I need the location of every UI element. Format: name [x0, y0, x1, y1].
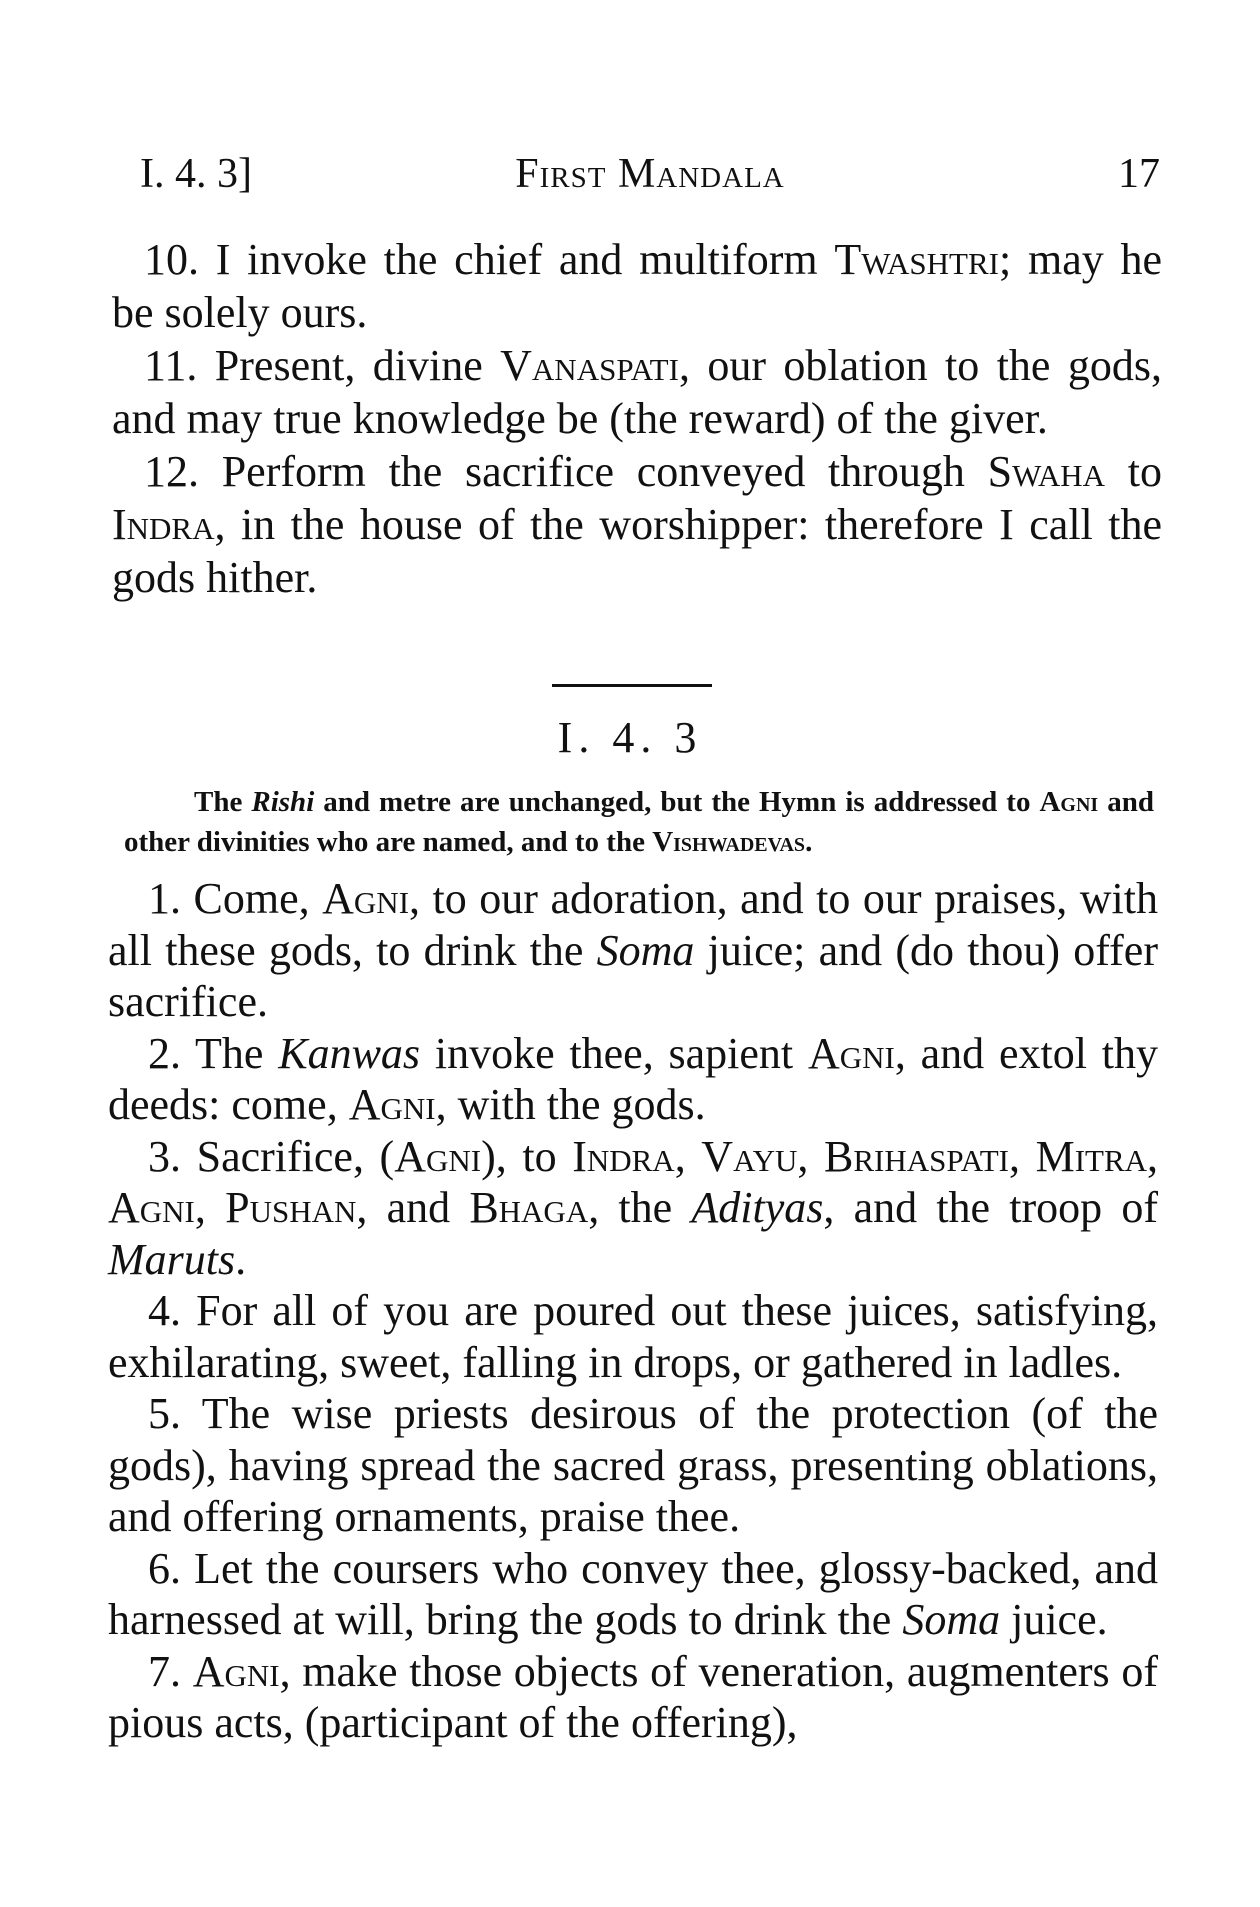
- verse: [112, 445, 1162, 604]
- verse-text: , in the house of the worshipper: therefore I call the gods hither.: [112, 500, 1162, 602]
- verse-number: 11.: [144, 341, 198, 390]
- verse-number: 5.: [148, 1389, 181, 1438]
- verse-text: Sacrifice, (: [196, 1131, 395, 1181]
- verse: [112, 339, 1162, 445]
- divine-name: Swaha: [987, 447, 1106, 496]
- verse-number: 4.: [148, 1286, 181, 1335]
- divine-name: Agni: [348, 1080, 436, 1129]
- verse-text: , make those objects of veneration, augmenters of pious acts, (participant of the offering),: [108, 1646, 1159, 1747]
- verse: [112, 233, 1162, 339]
- verse-text: , and: [356, 1183, 470, 1232]
- verse-text: , with the gods.: [435, 1080, 706, 1129]
- hymn-verses: [108, 873, 1158, 1749]
- divine-name: Vishwadevas: [652, 826, 806, 858]
- verse-text: ,: [797, 1131, 824, 1181]
- verse-text: ,: [1147, 1131, 1159, 1181]
- divine-name: Pushan: [225, 1183, 357, 1232]
- verse-number: 6.: [148, 1543, 181, 1593]
- section-heading: I. 4. 3: [557, 713, 703, 762]
- verse-text: .: [805, 826, 813, 858]
- italic-term: Maruts: [108, 1234, 236, 1284]
- verse: [108, 1543, 1158, 1646]
- italic-term: Soma: [902, 1595, 1001, 1644]
- divine-name: Vanaspati: [500, 341, 679, 390]
- verse-number: 10.: [144, 235, 199, 284]
- verse-text: ; may he be solely ours.: [112, 235, 1163, 337]
- divine-name: Agni: [192, 1646, 280, 1696]
- divine-name: Twashtri: [834, 235, 999, 284]
- verse: [108, 1388, 1158, 1543]
- verse-text: invoke thee, sapient: [420, 1028, 808, 1078]
- verse-text: , to our adoration, and to our praises, with all these gods, to drink the: [108, 874, 1158, 975]
- verse-number: 1.: [148, 874, 181, 923]
- verse-text: ,: [674, 1131, 702, 1181]
- verse-text: juice.: [1000, 1595, 1108, 1644]
- verse: [108, 1131, 1158, 1286]
- verse-text: For all of you are poured out these juices, satisfying, exhilarating, sweet, falling in drops, or gathered in ladles.: [108, 1286, 1159, 1387]
- running-header: [140, 150, 1160, 210]
- verse-text: , and the troop of: [823, 1183, 1159, 1232]
- verse-number: 3.: [148, 1131, 181, 1181]
- verse: [108, 1285, 1158, 1388]
- introduction-text: [124, 782, 1154, 862]
- verse-text: , our oblation to the gods, and may true knowledge be (the reward) of the giver.: [112, 341, 1162, 443]
- verse-text: Present, divine: [214, 341, 501, 390]
- verses-continued: [112, 233, 1162, 604]
- verse-number: 2.: [148, 1028, 181, 1078]
- verse-text: and other divinities who are named, and to the: [124, 786, 1154, 858]
- verse-text: ,: [194, 1183, 226, 1232]
- header-reference: I. 4. 3]: [140, 151, 252, 197]
- divine-name: Agni: [807, 1028, 895, 1078]
- divine-name: Agni: [108, 1183, 195, 1232]
- verse-text: Let the coursers who convey thee, glossy-backed, and harnessed at will, bring the gods to drink the: [108, 1543, 1159, 1644]
- divine-name: Vayu: [701, 1131, 798, 1181]
- verse-text: juice; and (do thou) offer sacrifice.: [108, 925, 1158, 1026]
- divine-name: Bhaga: [469, 1183, 589, 1232]
- italic-term: Kanwas: [278, 1028, 421, 1078]
- verse-text: The: [195, 1028, 279, 1078]
- verse-text: and metre are unchanged, but the Hymn is addressed to: [314, 786, 1040, 818]
- divine-name: Agni: [322, 874, 410, 923]
- divine-name: Indra: [112, 500, 215, 549]
- verse: [108, 873, 1158, 1028]
- italic-term: Rishi: [251, 786, 315, 818]
- verse-text: The wise priests desirous of the protection (of the gods), having spread the sacred grass, presenting oblations, and offering ornaments, praise thee.: [108, 1389, 1159, 1541]
- page-number: 17: [1118, 151, 1160, 197]
- verse-text: , the: [588, 1183, 692, 1232]
- verse: [108, 1028, 1158, 1131]
- divine-name: Agni: [1039, 786, 1099, 818]
- verse-text: I invoke the chief and multiform: [215, 235, 835, 284]
- verse-text: ,: [1008, 1131, 1036, 1181]
- section-divider: [552, 684, 712, 687]
- italic-term: Soma: [596, 925, 695, 975]
- verse-number: 12.: [144, 447, 199, 496]
- section-introduction: [124, 782, 1154, 862]
- verse-text: .: [235, 1234, 247, 1284]
- italic-term: Adityas: [691, 1183, 824, 1232]
- divine-name: Mitra: [1035, 1131, 1148, 1181]
- verse-text: to: [1105, 447, 1162, 496]
- verse: [108, 1646, 1158, 1749]
- verse-text: The: [194, 786, 252, 818]
- verse-text: , and extol thy deeds: come,: [108, 1028, 1158, 1129]
- divine-name: Agni: [394, 1131, 482, 1181]
- verse-number: 7.: [148, 1646, 181, 1696]
- header-title: First Mandala: [515, 151, 785, 197]
- divine-name: Brihaspati: [824, 1131, 1009, 1181]
- verse-text: Perform the sacrifice conveyed through: [221, 447, 988, 496]
- divine-name: Indra: [572, 1131, 675, 1181]
- verse-text: Come,: [193, 874, 323, 923]
- verse-text: ), to: [481, 1131, 573, 1181]
